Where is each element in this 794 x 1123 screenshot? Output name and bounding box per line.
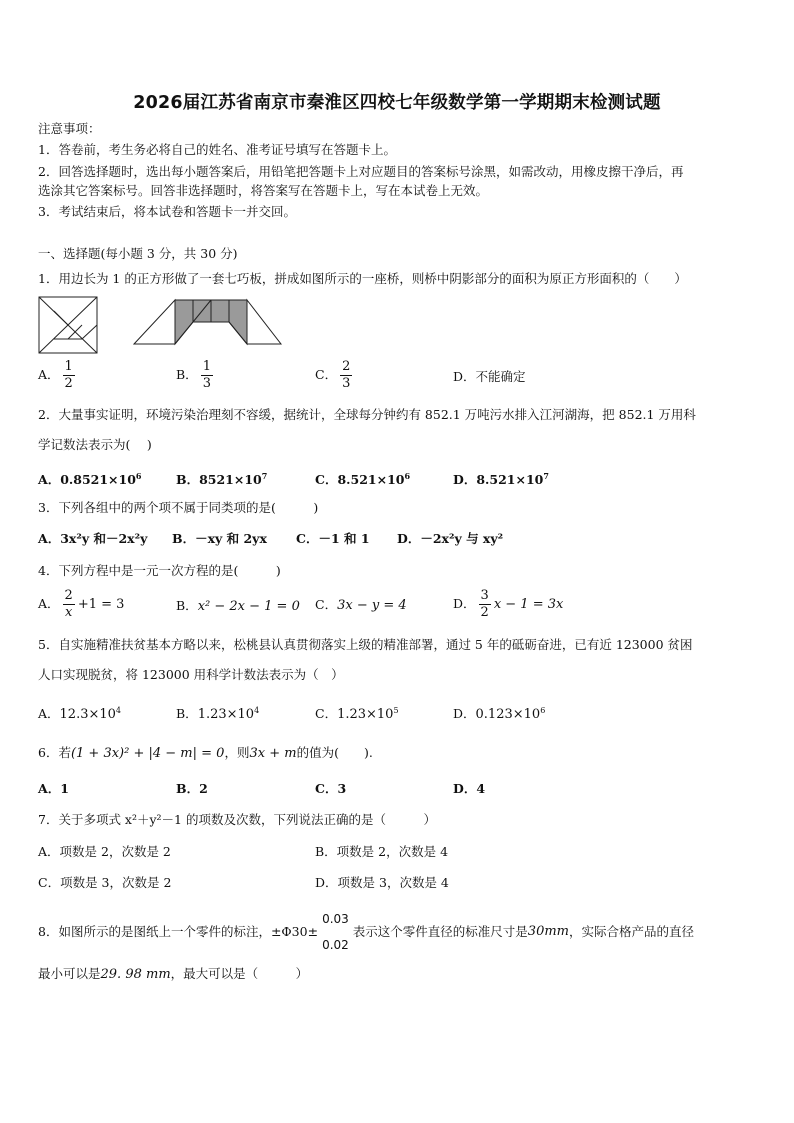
q3-option-b[interactable]: B．－xy 和 2yx	[172, 531, 267, 546]
fraction: $\frac{1}{2}$	[64, 359, 73, 391]
q1-option-a[interactable]: A． $\frac{1}{2}$	[38, 359, 73, 391]
q1-option-c[interactable]: C． $\frac{2}{3}$	[315, 359, 351, 391]
question-5-stem-cont: 人口实现脱贫，将 123000 用科学计数法表示为（ ）	[38, 667, 344, 682]
q5-option-a[interactable]: A．$12.3\times 10^4$	[38, 706, 122, 722]
q5-option-c[interactable]: C．$1.23\times 10^5$	[315, 706, 399, 722]
fraction: $\frac{2}{3}$	[342, 359, 351, 391]
q1-option-b[interactable]: B． $\frac{1}{3}$	[176, 359, 211, 391]
question-4-stem: 4．下列方程中是一元一次方程的是( )	[38, 563, 281, 578]
q7-option-b[interactable]: B．项数是 2，次数是 4	[315, 844, 449, 859]
question-7-stem: 7．关于多项式 x²＋y²－1 的项数及次数，下列说法正确的是（ ）	[38, 812, 436, 827]
q1-option-d[interactable]: D．不能确定	[453, 369, 526, 384]
q3-option-a[interactable]: A．3x²y 和－2x²y	[38, 531, 148, 546]
q4-option-c[interactable]: C．3x − y = 4	[315, 597, 407, 613]
q7-option-c[interactable]: C．项数是 3，次数是 2	[38, 875, 172, 890]
fraction: $\frac{3}{2}$	[480, 588, 489, 620]
question-2-stem: 2．大量事实证明，环境污染治理刻不容缓，据统计，全球每分钟约有 852.1 万吨污水排入江河湖海，把 852.1 万用科	[38, 407, 696, 422]
q4-option-d[interactable]: D． $\frac{3}{2}$ x − 1 = 3x	[453, 588, 564, 620]
q4-option-a[interactable]: A． $\frac{2}{x}$ +1 = 3	[38, 588, 125, 620]
q5-option-d[interactable]: D．$0.123\times 10^6$	[453, 706, 546, 722]
q5-option-b[interactable]: B．$1.23\times 10^4$	[176, 706, 260, 722]
tolerance-stack: 0.03 0.02	[322, 912, 349, 952]
question-6-stem: 6．若(1 + 3x)² + |4 − m| = 0，则3x + m的值为( ).	[38, 745, 373, 761]
q2-option-a[interactable]: A．$0.8521\times 10^6$	[38, 471, 142, 487]
question-1-stem: 1．用边长为 1 的正方形做了一套七巧板，拼成如图所示的一座桥，则桥中阴影部分的面积为原正方形面积的（ ）	[38, 271, 687, 286]
section-heading: 一、选择题(每小题 3 分，共 30 分)	[38, 246, 238, 261]
q3-option-c[interactable]: C．－1 和 1	[296, 531, 370, 546]
q6-option-d[interactable]: D．4	[453, 781, 486, 796]
notice-item-2: 2．回答选择题时，选出每小题答案后，用铅笔把答题卡上对应题目的答案标号涂黑，如需改动，用橡皮擦干净后，再	[38, 164, 684, 179]
notice-item-2-cont: 选涂其它答案标号。回答非选择题时，将答案写在答题卡上，写在本试卷上无效。	[38, 183, 489, 198]
q4-option-b[interactable]: B．x² − 2x − 1 = 0	[176, 598, 300, 614]
question-8-stem: 8．如图所示的是图纸上一个零件的标注，±Φ30± 0.03 0.02 表示这个零件直径的标准尺寸是30mm，实际合格产品的直径	[38, 906, 694, 958]
q2-option-d[interactable]: D．$8.521\times 10^7$	[453, 471, 549, 487]
fraction: $\frac{2}{x}$	[64, 588, 73, 620]
q7-option-a[interactable]: A．项数是 2，次数是 2	[38, 844, 171, 859]
notice-heading: 注意事项：	[38, 121, 101, 136]
question-3-stem: 3．下列各组中的两个项不属于同类项的是( )	[38, 500, 319, 515]
q2-option-c[interactable]: C．$8.521\times 10^6$	[315, 471, 411, 487]
q2-option-b[interactable]: B．$8521\times 10^7$	[176, 471, 268, 487]
question-2-stem-cont: 学记数法表示为( )	[38, 437, 152, 452]
fraction: $\frac{1}{3}$	[202, 359, 211, 391]
q3-option-d[interactable]: D．－2x²y 与 xy²	[397, 531, 504, 546]
notice-item-1: 1．答卷前，考生务必将自己的姓名、准考证号填写在答题卡上。	[38, 142, 396, 157]
q6-option-c[interactable]: C．3	[315, 781, 347, 796]
page-title: 2026届江苏省南京市秦淮区四校七年级数学第一学期期末检测试题	[133, 93, 661, 113]
q6-option-a[interactable]: A．1	[38, 781, 69, 796]
question-5-stem: 5．自实施精准扶贫基本方略以来，松桃县认真贯彻落实上级的精准部署，通过 5 年的砥砺奋进，已有近 123000 贫困	[38, 637, 693, 652]
notice-item-3: 3．考试结束后，将本试卷和答题卡一并交回。	[38, 204, 296, 219]
question-8-stem-cont: 最小可以是29. 98 mm，最大可以是（ ）	[38, 966, 309, 982]
q7-option-d[interactable]: D．项数是 3，次数是 4	[315, 875, 449, 890]
q6-option-b[interactable]: B．2	[176, 781, 208, 796]
bridge-figure	[133, 298, 283, 346]
tangram-square-figure	[38, 296, 102, 356]
